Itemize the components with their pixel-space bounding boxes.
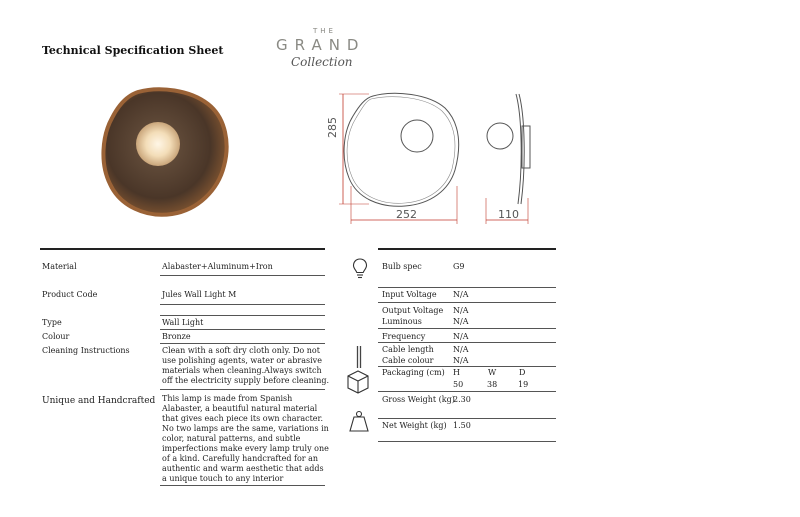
cleaning-label: Cleaning Instructions: [42, 346, 130, 355]
product-code-label: Product Code: [42, 290, 98, 299]
bulb-label: Bulb spec: [382, 262, 422, 271]
logo-collection: Collection: [291, 55, 353, 69]
material-label: Material: [42, 262, 77, 271]
packaging-w-value: 38: [487, 380, 498, 389]
row-divider: [378, 328, 556, 329]
frequency-value: N/A: [453, 332, 469, 341]
bulb-icon: [352, 258, 368, 280]
input-voltage-label: Input Voltage: [382, 290, 437, 299]
type-value: Wall Light: [162, 318, 204, 327]
depth-dimension: 110: [498, 208, 519, 221]
right-table-top-rule: [378, 248, 556, 250]
row-divider: [378, 302, 556, 303]
output-voltage-label: Output Voltage: [382, 306, 444, 315]
material-value: Alabaster+Aluminum+Iron: [162, 262, 273, 271]
input-voltage-value: N/A: [453, 290, 469, 299]
row-divider: [378, 342, 556, 343]
page-title: Technical Specification Sheet: [42, 44, 224, 57]
row-divider: [160, 343, 325, 344]
colour-value: Bronze: [162, 332, 191, 341]
net-weight-label: Net Weight (kg): [382, 421, 447, 430]
frequency-label: Frequency: [382, 332, 426, 341]
row-divider: [378, 366, 556, 367]
box-icon: [347, 370, 369, 394]
packaging-label: Packaging (cm): [382, 368, 445, 377]
cleaning-value: Clean with a soft dry cloth only. Do not use polishing agents, water or abrasive materials when cleaning.Always switch off the electricity supply before cleaning.: [162, 346, 330, 385]
row-divider: [160, 389, 325, 390]
net-weight-value: 1.50: [453, 421, 471, 430]
height-dimension: 285: [326, 117, 339, 138]
type-label: Type: [42, 318, 62, 327]
cable-icon: [355, 345, 363, 369]
packaging-d-value: 19: [518, 380, 529, 389]
row-divider: [378, 441, 556, 442]
cable-length-label: Cable length: [382, 345, 434, 354]
luminous-value: N/A: [453, 317, 469, 326]
product-code-value: Jules Wall Light M: [162, 290, 237, 299]
width-dimension: 252: [396, 208, 417, 221]
unique-value: This lamp is made from Spanish Alabaster, a beautiful natural material that gives each piece its own character. No two lamps are the same, variations in color, natural patterns, and subtle imperfections make every lamp truly one of a kind. Carefully handcrafted for an authentic and warm aesthetic that adds a unique touch to any interior: [162, 394, 329, 483]
gross-weight-label: Gross Weight (kg): [382, 395, 455, 404]
row-divider: [160, 329, 325, 330]
colour-label: Colour: [42, 332, 70, 341]
row-divider: [378, 418, 556, 419]
weight-icon: [349, 410, 369, 432]
product-photo: [98, 86, 233, 218]
cable-length-value: N/A: [453, 345, 469, 354]
cable-colour-value: N/A: [453, 356, 469, 365]
row-divider: [160, 315, 325, 316]
logo-the: THE: [313, 27, 336, 35]
luminous-label: Luminous: [382, 317, 422, 326]
side-view-drawing: [478, 86, 548, 228]
row-divider: [160, 485, 325, 486]
row-divider: [378, 391, 556, 392]
cable-colour-label: Cable colour: [382, 356, 434, 365]
output-voltage-value: N/A: [453, 306, 469, 315]
packaging-h-label: H: [453, 368, 460, 377]
logo-grand: GRAND: [276, 36, 366, 54]
bulb-value: G9: [453, 262, 465, 271]
front-view-drawing: [333, 86, 468, 228]
row-divider: [378, 287, 556, 288]
row-divider: [160, 304, 325, 305]
packaging-w-label: W: [488, 368, 497, 377]
gross-weight-value: 2.30: [453, 395, 471, 404]
left-table-top-rule: [40, 248, 325, 250]
unique-label: Unique and Handcrafted: [42, 396, 156, 406]
packaging-d-label: D: [519, 368, 526, 377]
packaging-h-value: 50: [453, 380, 464, 389]
row-divider: [160, 275, 325, 276]
